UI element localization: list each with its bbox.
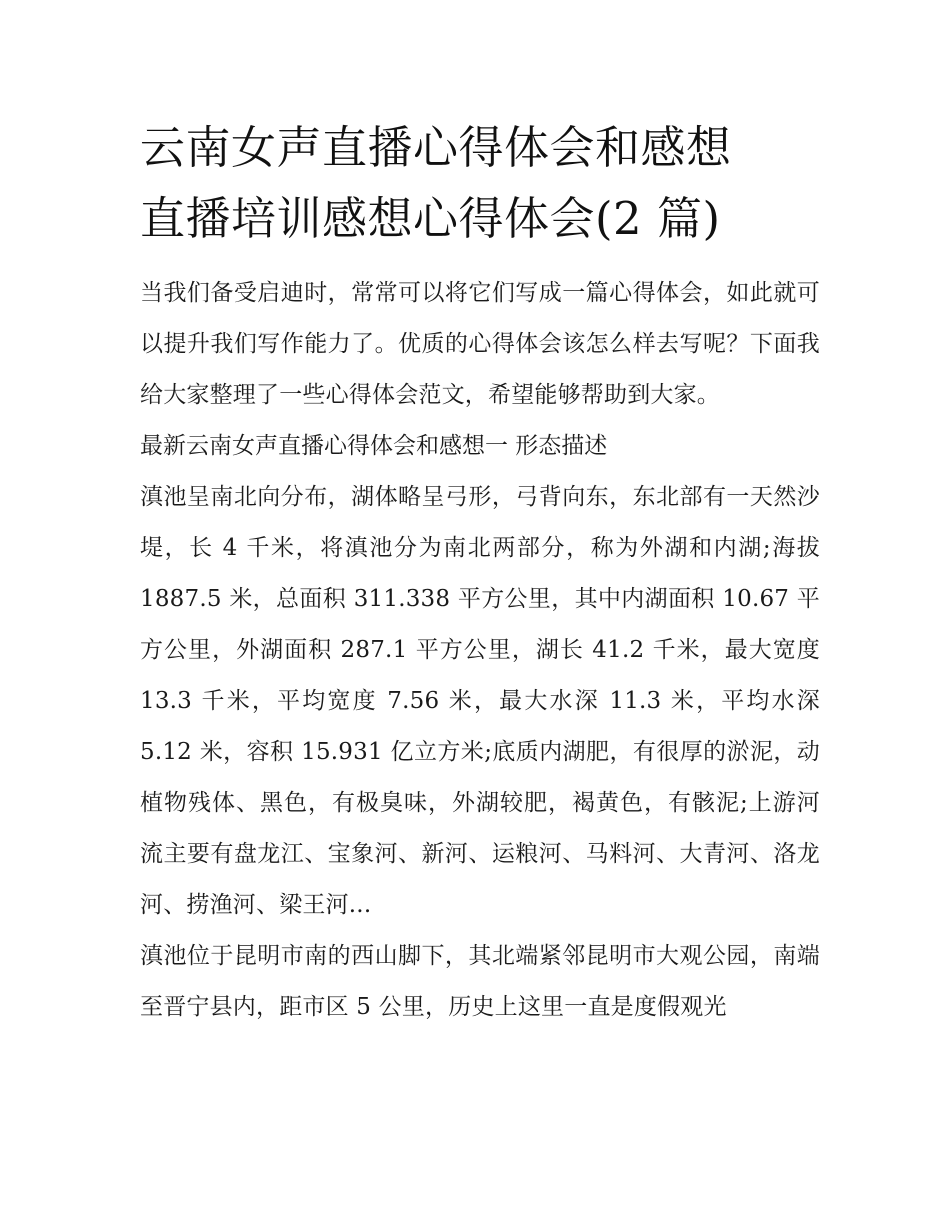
body-paragraph-1: 滇池呈南北向分布，湖体略呈弓形，弓背向东，东北部有一天然沙堤，长 4 千米，将滇池分为南北两部分，称为外湖和内湖;海拔 1887.5 米，总面积 311.338 平方公里，其中内湖面积 10.67 平方公里，外湖面积 287.1 平方公里，湖长 41.2 千米，最大宽度 13.3 千米，平均宽度 7.56 米，最大水深 11.3 米，平均水深 5.12 米，容积 15.931 亿立方米;底质内湖肥，有很厚的淤泥，动植物残体、黑色，有极臭味，外湖较肥，褐黄色，有骸泥;上游河流主要有盘龙江、宝象河、新河、运粮河、马料河、大青河、洛龙河、捞渔河、梁王河... — [140, 484, 820, 918]
document-body — [140, 112, 820, 1033]
body-paragraph-2: 滇池位于昆明市南的西山脚下，其北端紧邻昆明市大观公园，南端至晋宁县内，距市区 5 公里，历史上这里一直是度假观光 — [140, 943, 820, 1020]
intro-paragraph: 当我们备受启迪时，常常可以将它们写成一篇心得体会，如此就可以提升我们写作能力了。优质的心得体会该怎么样去写呢？下面我给大家整理了一些心得体会范文，希望能够帮助到大家。 — [140, 280, 820, 408]
title-line-1: 云南女声直播心得体会和感想 — [140, 121, 732, 174]
title-line-2: 直播培训感想心得体会(2 篇) — [140, 192, 721, 245]
document-title — [140, 112, 820, 254]
section-heading: 最新云南女声直播心得体会和感想一 形态描述 — [140, 433, 608, 459]
